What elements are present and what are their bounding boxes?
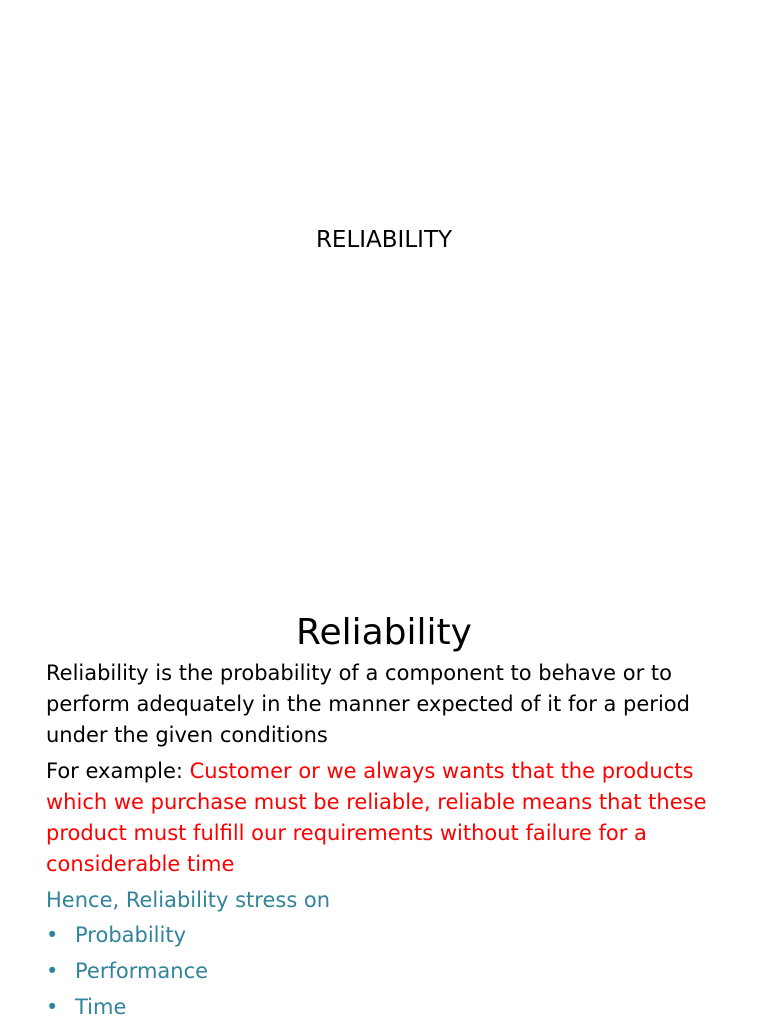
bullet-label: Probability — [75, 923, 187, 947]
hence-paragraph: Hence, Reliability stress on — [46, 888, 331, 912]
example-text: Customer or we always wants that the products which we purchase must be reliable, reliable means that these product must fulfill our requirements without failure for a considerable time — [46, 759, 707, 876]
bullet-dot-icon: • — [46, 995, 59, 1019]
bullet-item-time — [46, 992, 736, 1023]
bullet-list — [46, 920, 736, 1023]
definition-paragraph: Reliability is the probability of a component to behave or to perform adequately in the manner expected of it for a period under the given conditions — [46, 661, 690, 747]
slide-1-title: RELIABILITY — [315, 227, 453, 253]
example-paragraph — [46, 756, 736, 880]
bullet-dot-icon: • — [46, 959, 59, 983]
slide-2-title: Reliability — [296, 612, 472, 653]
slide-2-body — [46, 658, 736, 1028]
example-label: For example: — [46, 759, 190, 783]
bullet-item-probability — [46, 920, 736, 951]
bullet-dot-icon: • — [46, 923, 59, 947]
bullet-item-performance — [46, 956, 736, 987]
bullet-label: Time — [75, 995, 127, 1019]
bullet-label: Performance — [75, 959, 209, 983]
